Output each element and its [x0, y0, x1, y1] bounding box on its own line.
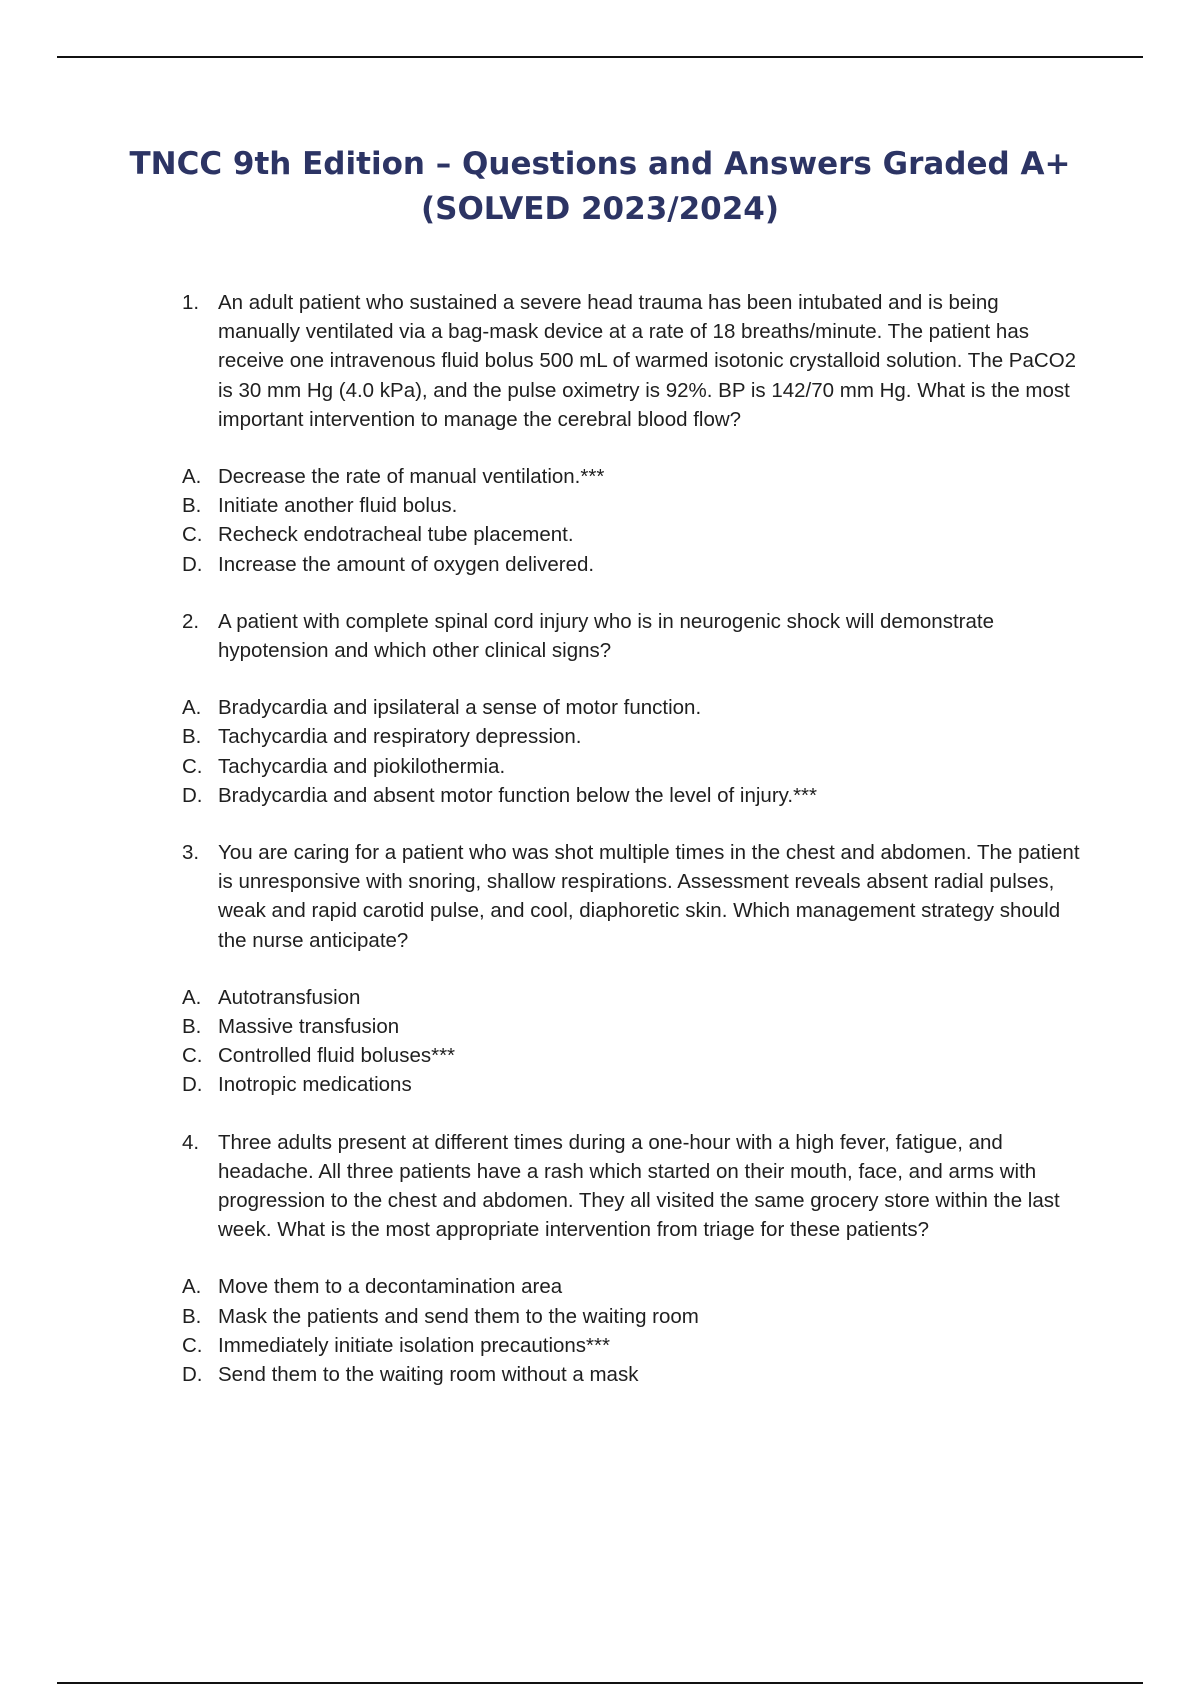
option-text: Increase the amount of oxygen delivered.: [218, 552, 595, 576]
answer-option: [180, 491, 1085, 520]
answer-option: [180, 462, 1085, 491]
option-text: Decrease the rate of manual ventilation.***: [218, 465, 605, 489]
question-body: A patient with complete spinal cord injury who is in neurogenic shock will demonstrate hypotension and which other clinical signs?: [218, 609, 994, 663]
option-text: Autotransfusion: [218, 985, 361, 1009]
option-text: Controlled fluid boluses***: [218, 1044, 456, 1068]
option-letter: B.: [182, 1304, 202, 1328]
answer-option: [180, 983, 1085, 1012]
question-text: [180, 1128, 1085, 1245]
answer-option: [180, 781, 1085, 810]
answer-option: [180, 1272, 1085, 1301]
option-letter: B.: [182, 1015, 202, 1039]
option-letter: A.: [182, 696, 202, 720]
question-number: 2.: [182, 609, 200, 633]
option-letter: A.: [182, 1275, 202, 1299]
question-list: [180, 288, 1085, 1389]
option-letter: D.: [182, 783, 203, 807]
page-title: [0, 142, 1200, 232]
option-letter: C.: [182, 1333, 203, 1357]
option-text: Send them to the waiting room without a mask: [218, 1363, 639, 1387]
question-number: 4.: [182, 1130, 200, 1154]
option-letter: D.: [182, 552, 203, 576]
answer-option: [180, 693, 1085, 722]
answer-options: [180, 983, 1085, 1100]
answer-option: [180, 1302, 1085, 1331]
answer-option: [180, 520, 1085, 549]
option-text: Inotropic medications: [218, 1073, 412, 1097]
question-text: [180, 288, 1085, 434]
option-letter: A.: [182, 985, 202, 1009]
option-text: Bradycardia and absent motor function below the level of injury.***: [218, 783, 818, 807]
answer-option: [180, 1360, 1085, 1389]
question-block: [180, 1128, 1085, 1390]
question-text: [180, 607, 1085, 665]
title-line: TNCC 9th Edition – Questions and Answers Graded A+: [129, 146, 1071, 182]
question-block: [180, 288, 1085, 579]
answer-options: [180, 693, 1085, 810]
question-body: Three adults present at different times during a one-hour with a high fever, fatigue, and headache. All three patients have a rash which started on their mouth, face, and arms with progression to the chest and abdomen. They all visited the same grocery store within the last week. What is the most appropriate intervention from triage for these patients?: [218, 1130, 1060, 1242]
option-letter: C.: [182, 1044, 203, 1068]
answer-option: [180, 1012, 1085, 1041]
top-divider: [57, 56, 1143, 58]
answer-option: [180, 1070, 1085, 1099]
answer-option: [180, 550, 1085, 579]
option-letter: D.: [182, 1363, 203, 1387]
answer-option: [180, 1331, 1085, 1360]
answer-option: [180, 752, 1085, 781]
answer-option: [180, 722, 1085, 751]
option-text: Move them to a decontamination area: [218, 1275, 563, 1299]
option-text: Tachycardia and piokilothermia.: [218, 754, 506, 778]
bottom-divider: [57, 1682, 1143, 1684]
option-letter: C.: [182, 754, 203, 778]
answer-options: [180, 1272, 1085, 1389]
option-text: Immediately initiate isolation precautions***: [218, 1333, 610, 1357]
option-text: Bradycardia and ipsilateral a sense of motor function.: [218, 696, 702, 720]
answer-options: [180, 462, 1085, 579]
option-letter: D.: [182, 1073, 203, 1097]
question-number: 1.: [182, 291, 200, 314]
answer-option: [180, 1041, 1085, 1070]
option-letter: B.: [182, 725, 202, 749]
question-text: [180, 838, 1085, 955]
option-text: Mask the patients and send them to the waiting room: [218, 1304, 699, 1328]
option-letter: C.: [182, 523, 203, 547]
option-letter: A.: [182, 465, 202, 489]
option-letter: B.: [182, 494, 202, 518]
question-block: [180, 607, 1085, 810]
question-body: An adult patient who sustained a severe head trauma has been intubated and is being manually ventilated via a bag-mask device at a rate of 18 breaths/minute. The patient has receive one intravenous fluid bolus 500 mL of warmed isotonic crystalloid solution. The PaCO2 is 30 mm Hg (4.0 kPa), and the pulse oximetry is 92%. BP is 142/70 mm Hg. What is the most important intervention to manage the cerebral blood flow?: [218, 291, 1077, 431]
option-text: Tachycardia and respiratory depression.: [218, 725, 582, 749]
option-text: Recheck endotracheal tube placement.: [218, 523, 574, 547]
question-number: 3.: [182, 841, 200, 865]
option-text: Massive transfusion: [218, 1015, 400, 1039]
title-line: (SOLVED 2023/2024): [420, 191, 780, 227]
question-block: [180, 838, 1085, 1100]
option-text: Initiate another fluid bolus.: [218, 494, 458, 518]
question-body: You are caring for a patient who was shot multiple times in the chest and abdomen. The patient is unresponsive with snoring, shallow respirations. Assessment reveals absent radial pulses, weak and rapid carotid pulse, and cool, diaphoretic skin. Which management strategy should the nurse anticipate?: [218, 841, 1080, 952]
